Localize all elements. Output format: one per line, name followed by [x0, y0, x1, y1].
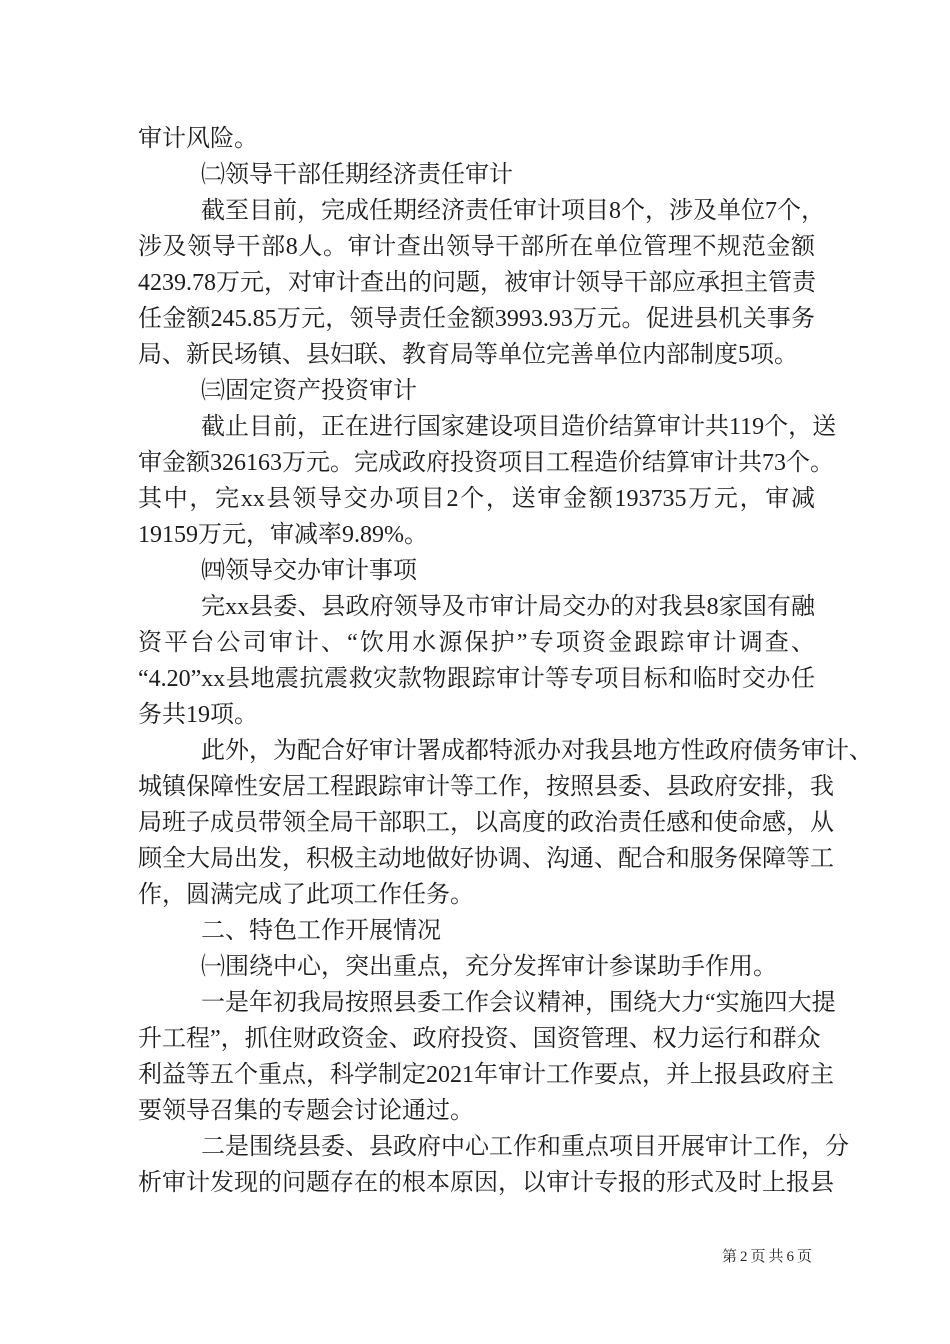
text-line: 利益等五个重点，科学制定2021年审计工作要点，并上报县政府主: [138, 1062, 834, 1088]
text-line: ㈣领导交办审计事项: [201, 558, 417, 584]
text-line: “4.20”xx县地震抗震救灾款物跟踪审计等专项目标和临时交办任: [138, 666, 815, 692]
text-line: 作，圆满完成了此项工作任务。: [138, 882, 474, 908]
text-line: 要领导召集的专题会讨论通过。: [138, 1098, 474, 1124]
text-line: 二是围绕县委、县政府中心工作和重点项目开展审计工作，分: [201, 1134, 849, 1160]
text-line: 审计风险。: [138, 126, 258, 152]
text-line: 升工程”，抓住财政资金、政府投资、国资管理、权力运行和群众: [138, 1026, 821, 1052]
text-line: 资平台公司审计、“饮用水源保护”专项资金跟踪审计调查、: [138, 630, 815, 656]
text-line: 截至目前，完成任期经济责任审计项目8个，涉及单位7个，: [201, 198, 825, 224]
text-line: 城镇保障性安居工程跟踪审计等工作，按照县委、县政府安排，我: [138, 774, 834, 800]
text-line: 此外，为配合好审计署成都特派办对我县地方性政府债务审计、: [201, 738, 873, 764]
text-line: 完xx县委、县政府领导及市审计局交办的对我县8家国有融: [201, 594, 815, 620]
text-line: 4239.78万元，对审计查出的问题，被审计领导干部应承担主管责: [138, 270, 816, 296]
text-line: 局、新民场镇、县妇联、教育局等单位完善单位内部制度5项。: [138, 342, 798, 368]
text-line: ㈠围绕中心，突出重点，充分发挥审计参谋助手作用。: [201, 954, 777, 980]
text-line: 顾全大局出发，积极主动地做好协调、沟通、配合和服务保障等工: [138, 846, 834, 872]
text-line: 二、特色工作开展情况: [201, 918, 441, 944]
text-line: 析审计发现的问题存在的根本原因，以审计专报的形式及时上报县: [138, 1170, 834, 1196]
text-line: 其中，完xx县领导交办项目2个，送审金额193735万元，审减: [138, 486, 815, 512]
text-line: 截止目前，正在进行国家建设项目造价结算审计共119个，送: [201, 414, 837, 440]
text-line: 任金额245.85万元，领导责任金额3993.93万元。促进县机关事务: [138, 306, 815, 332]
text-line: 审金额326163万元。完成政府投资项目工程造价结算审计共73个。: [138, 450, 834, 476]
text-line: ㈡领导干部任期经济责任审计: [201, 162, 513, 188]
page-footer: [138, 1246, 815, 1268]
text-line: ㈢固定资产投资审计: [201, 378, 417, 404]
text-line: 涉及领导干部8人。审计查出领导干部所在单位管理不规范金额: [138, 234, 815, 260]
text-line: 19159万元，审减率9.89%。: [138, 522, 428, 548]
text-line: 局班子成员带领全局干部职工，以高度的政治责任感和使命感，从: [138, 810, 834, 836]
page-number: 第2页共6页: [721, 1249, 815, 1265]
text-line: 一是年初我局按照县委工作会议精神，围绕大力“实施四大提: [201, 990, 836, 1016]
document-body: [138, 121, 873, 1201]
text-line: 务共19项。: [138, 702, 258, 728]
